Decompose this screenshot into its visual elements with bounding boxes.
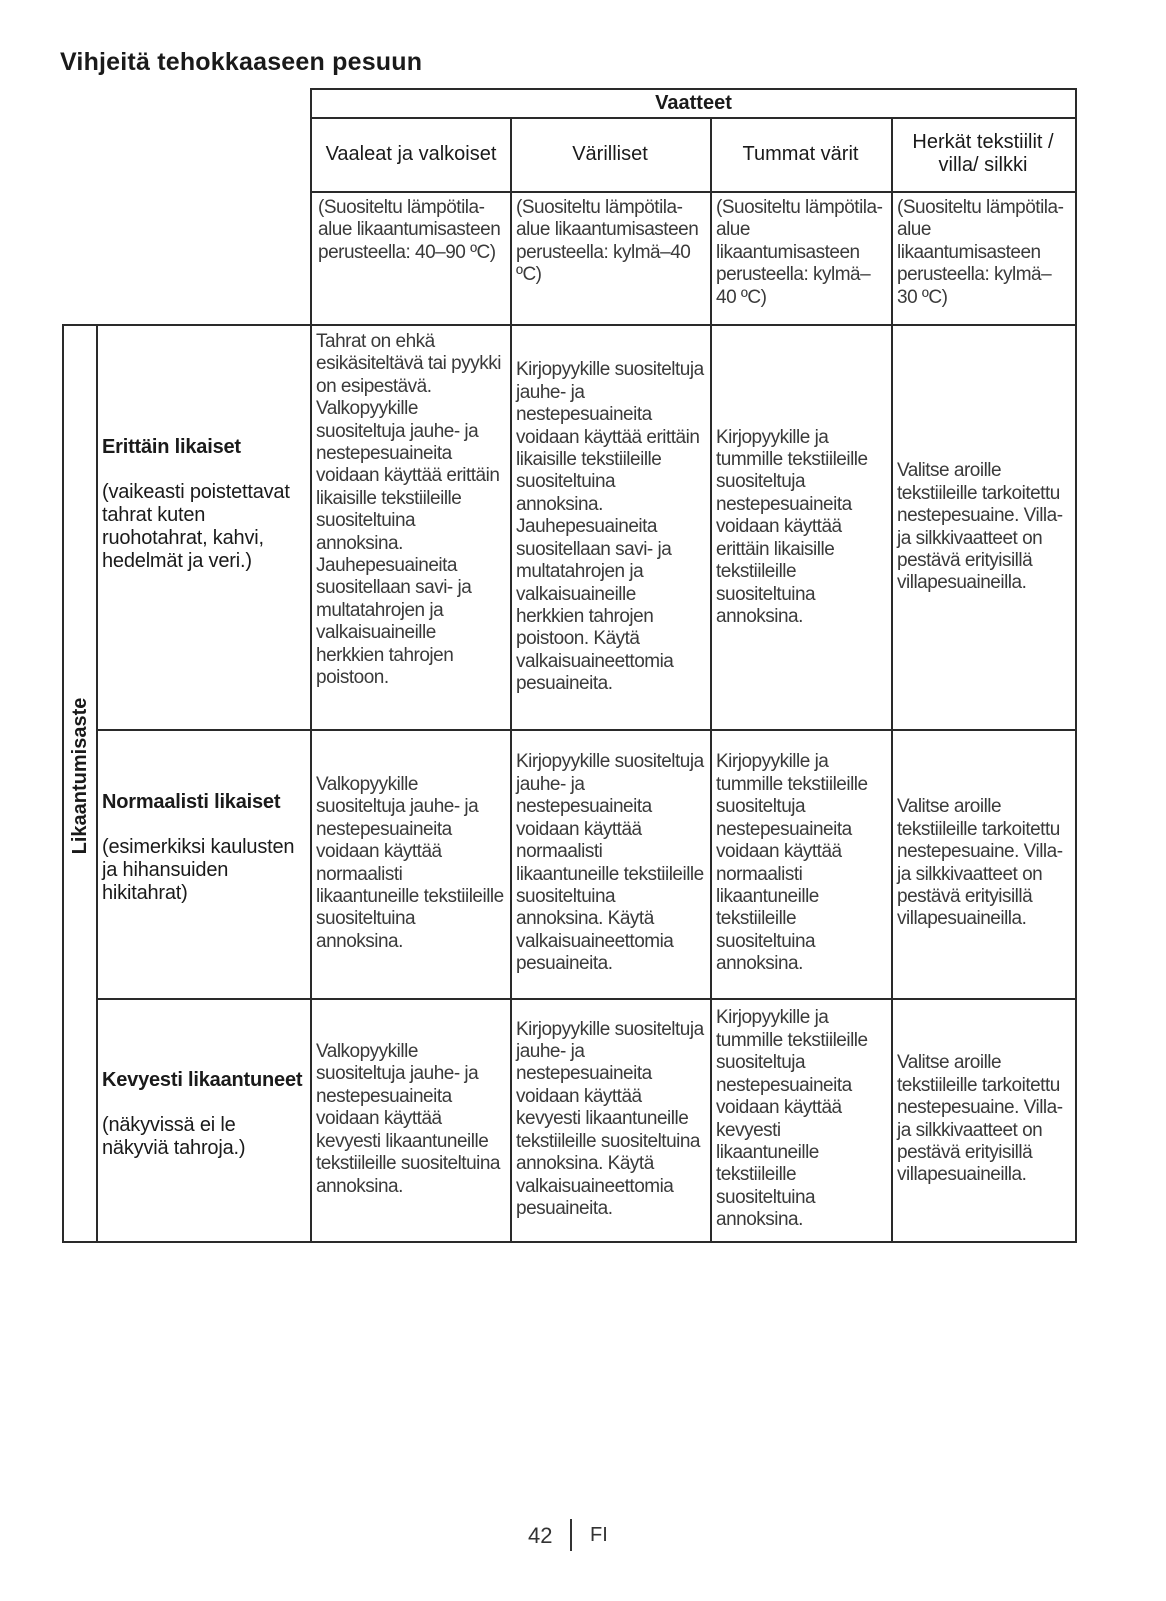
row-title: Erittäin likaiset	[102, 436, 241, 458]
cell-text: Kirjopyykille ja tummille tekstiileille suositeltuja nestepesuaineita voidaan käyttää kevyesti likaantuneille tekstiileille suositeltuina annoksina.	[716, 1007, 868, 1231]
row-group-label-cell	[62, 324, 98, 1243]
table-cell	[891, 998, 1077, 1243]
cell-text: Kirjopyykille ja tummille tekstiileille suositeltuja nestepesuaineita voidaan käyttää normaalisti likaantuneille tekstiileille suositeltuina annoksina.	[716, 751, 868, 975]
table-cell	[710, 998, 893, 1243]
column-header	[891, 117, 1077, 193]
temperature-text: (Suositeltu lämpötila-alue likaantumisasteen perusteella: 40–90 ºC)	[318, 197, 501, 263]
table-cell	[510, 729, 712, 1000]
temperature-cell	[710, 191, 893, 326]
table-cell	[710, 729, 893, 1000]
row-description: (esimerkiksi kaulusten ja hihansuiden hikitahrat)	[102, 835, 295, 904]
cell-text: Kirjopyykille ja tummille tekstiileille suositeltuja nestepesuaineita voidaan käyttää erittäin likaisille tekstiileille suositeltuina annoksina.	[716, 426, 868, 627]
row-title: Kevyesti likaantuneet	[102, 1069, 303, 1091]
row-description: (vaikeasti poistettavat tahrat kuten ruohotahrat, kahvi, hedelmät ja veri.)	[102, 481, 290, 572]
table-cell	[710, 324, 893, 731]
cell-text: Valkopyykille suositeltuja jauhe- ja nestepesuaineita voidaan käyttää kevyesti likaantuneille tekstiileille suositeltuina annoksina.	[316, 1041, 500, 1197]
cell-text: Valitse aroille tekstiileille tarkoitettu nestepesuaine. Villa- ja silkkivaatteet on pestävä erityisillä villapesuaineilla.	[897, 460, 1063, 594]
row-label	[96, 324, 312, 731]
column-header-text: Tummat värit	[742, 142, 859, 165]
column-header	[310, 117, 512, 193]
column-header-text: Vaaleat ja valkoiset	[325, 142, 497, 165]
row-label	[96, 998, 312, 1243]
row-title: Normaalisti likaiset	[102, 790, 281, 813]
column-header	[510, 117, 712, 193]
table-cell	[310, 998, 512, 1243]
temperature-cell	[310, 191, 512, 326]
footer-divider	[570, 1519, 572, 1551]
column-header-text: Värilliset	[572, 142, 648, 165]
cell-text: Kirjopyykille suositeltuja jauhe- ja nestepesuaineita voidaan käyttää erittäin likaisille tekstiileille suositeltuina annoksina. Jauhepesuaineita suositellaan savi- ja multatahrojen ja valkaisuaineille herkkien tahrojen poistoon. Käytä valkaisuaineettomia pesuaineita.	[516, 359, 704, 695]
cell-text: Valitse aroille tekstiileille tarkoitettu nestepesuaine. Villa- ja silkkivaatteet on pestävä erityisillä villapesuaineilla.	[897, 796, 1063, 930]
temperature-text: (Suositeltu lämpötila-alue likaantumisasteen perusteella: kylmä–30 ºC)	[897, 197, 1064, 308]
row-description: (näkyvissä ei le näkyviä tahroja.)	[102, 1114, 246, 1159]
row-group-label: Likaantumisaste	[69, 697, 91, 855]
table-cell	[310, 324, 512, 731]
temperature-cell	[891, 191, 1077, 326]
cell-text: Valkopyykille suositeltuja jauhe- ja nestepesuaineita voidaan käyttää normaalisti likaantuneille tekstiileille suositeltuina annoksina.	[316, 773, 504, 952]
table-cell	[891, 729, 1077, 1000]
page-number: 42	[528, 1523, 553, 1548]
language-code: FI	[590, 1524, 608, 1546]
page-title: Vihjeitä tehokkaaseen pesuun	[60, 48, 423, 76]
column-header-text: Herkät tekstiilit / villa/ silkki	[912, 131, 1054, 176]
cell-text: Tahrat on ehkä esikäsiteltävä tai pyykki on esipestävä. Valkopyykille suositeltuja jauhe- ja nestepesuaineita voidaan käyttää erittäin likaisille tekstiileille suositeltuina annoksina. Jauhepesuaineita suositellaan savi- ja multatahrojen ja valkaisuaineille herkkien tahrojen poistoon.	[316, 331, 501, 689]
table-cell	[891, 324, 1077, 731]
table-group-header	[310, 88, 1077, 119]
cell-text: Kirjopyykille suositeltuja jauhe- ja nestepesuaineita voidaan käyttää kevyesti likaantuneille tekstiileille suositeltuina annoksina. Käytä valkaisuaineettomia pesuaineita.	[516, 1018, 704, 1219]
temperature-text: (Suositeltu lämpötila-alue likaantumisasteen perusteella: kylmä–40 ºC)	[516, 197, 699, 286]
temperature-text: (Suositeltu lämpötila-alue likaantumisasteen perusteella: kylmä–40 ºC)	[716, 197, 883, 308]
row-label	[96, 729, 312, 1000]
page-footer	[0, 1519, 1166, 1553]
table-cell	[310, 729, 512, 1000]
column-header	[710, 117, 893, 193]
table-cell	[510, 324, 712, 731]
temperature-cell	[510, 191, 712, 326]
cell-text: Kirjopyykille suositeltuja jauhe- ja nestepesuaineita voidaan käyttää normaalisti likaantuneille tekstiileille suositeltuina annoksina. Käytä valkaisuaineettomia pesuaineita.	[516, 751, 704, 975]
group-header-text: Vaatteet	[655, 92, 732, 114]
cell-text: Valitse aroille tekstiileille tarkoitettu nestepesuaine. Villa- ja silkkivaatteet on pestävä erityisillä villapesuaineilla.	[897, 1052, 1063, 1186]
table-cell	[510, 998, 712, 1243]
